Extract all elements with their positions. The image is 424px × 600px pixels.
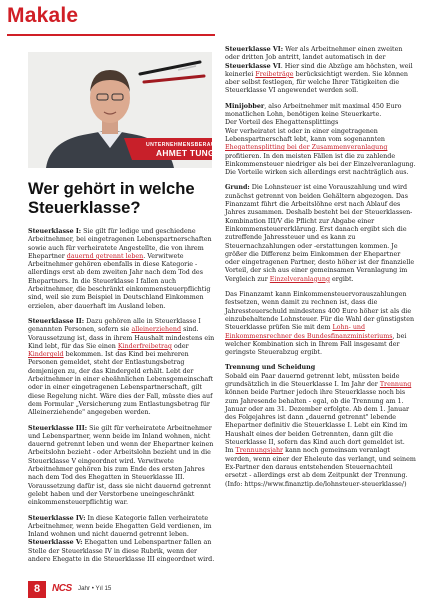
page-header	[0, 0, 424, 40]
paragraph-steuerklasse-1: Steuerklasse I: Sie gilt für ledige und geschiedene Arbeitnehmer, bei eingetragenen Lebenspartnerschaften sowie auch für verheiratete Angestellte, die von ihrem Ehepartner dauernd getrennt leben. Verwitwete Arbeitnehmer gehören ebenfalls in diese Kategorie - allerdings erst ab dem zweiten Jahr nach dem Tod des Ehepartners. In die Steuerklasse I fallen auch Arbeitnehmer, die beschränkt einkommensteuerpflichtig sind, weil sie zum Beispiel in Deutschland Einkommen erzielen, aber dauerhaft im Ausland leben.	[28, 228, 212, 310]
article-column-left	[28, 228, 218, 571]
author-portrait	[28, 52, 224, 168]
caption-name: Ahmet Tunga	[156, 148, 222, 158]
paragraph-steuerklasse-4-5: Steuerklasse IV: In diese Kategorie fallen verheiratete Arbeitnehmer, wenn beide Ehegatten Geld verdienen, im Inland wohnen und nicht dauernd getrennt leben. Steuerklasse V: Ehegatten und Lebenspartner fallen an Stelle der Steuerklasse IV in diese Rubrik, wenn der andere Ehegatte in die Steuerklasse III eingeordnet wird.	[28, 514, 215, 563]
issue-label: Jahr • Yıl 15	[78, 585, 112, 592]
article-headline: Wer gehört in welche Steuerklasse?	[28, 179, 195, 217]
paragraph-steuerklasse-3: Steuerklasse III: Sie gilt für verheiratete Arbeitnehmer und Lebenspartner, wenn beide im Inland wohnen, nicht dauernd getrennt leben und wenn der Ehepartner keinen Arbeitslohn bezieht - oder Arbeitslohn bezieht und in die Steuerklasse V eingeordnet wird. Verwitwete Arbeitnehmer gehören bis zum Ende des ersten Jahres nach dem Tod des Ehegatten in Steuerklasse III. Voraussetzung dafür ist, dass sie nicht dauernd getrennt gelebt haben und der Verstorbene uneingeschränkt einkommensteuerpflichtig war.	[28, 424, 214, 507]
caption-role: Unternehmensberaung	[146, 142, 224, 148]
header-rule	[7, 34, 215, 36]
paragraph-trennung: Trennung und Scheidung Sobald ein Paar dauernd getrennt lebt, müssten beide grundsätzlich in die Steuerklasse I. Im Jahr der Trennung können beide Partner jedoch ihre Steuerklasse noch bis zum Jahresende behalten - egal, ob die Trennung am 1. Januar oder am 31. Dezember erfolgte. Ab dem 1. Januar des Folgejahres ist dann „dauernd getrennt" lebende Ehepartner definitiv die Steuerklasse I. Lebt ein Kind im Haushalt eines der beiden Getrennten, dann gilt die Steuerklasse II, sofern das Kind auch dort gemeldet ist. Im Trennungsjahr kann noch gemeinsam veranlagt werden, wenn einer der Eheleute das verlangt, und seinem Ex-Partner den daraus entstehenden Steuernachteil ersetzt - allerdings erst ab dem Zeitpunkt der Trennung. (Info: https://www.finanztip.de/lohnsteuer-steuerklasse/)	[225, 364, 416, 488]
page-number: 8	[28, 581, 46, 598]
paragraph-steuerklasse-6: Steuerklasse VI: Wer als Arbeitnehmer einen zweiten oder dritten Job antritt, landet automatisch in der Steuerklasse VI. Hier sind die Abzüge am höchsten, weil keinerlei Freibeträge berücksichtigt werden. Sie können aber selbst festlegen, für welche Ihrer Tätigkeiten die Steuerklasse VI angewendet werden soll.	[225, 46, 413, 95]
paragraph-steuerklasse-2: Steuerklasse II: Dazu gehören alle in Steuerklasse I genannten Personen, sofern sie alleinerziehend sind. Voraussetzung ist, dass in ihrem Haushalt mindestens ein Kind lebt, für das Sie einen Kinderfreibetrag oder Kindergeld bekommen. Ist das Kind bei mehreren Personen gemeldet, steht der Entlastungsbetrag demjenigen zu, der das Kindergeld erhält. Lebt der Arbeitnehmer in einer eheähnlichen Lebensgemeinschaft oder in einer eingetragenen Lebenspartnerschaft, gilt diese Regelung nicht. Wäre dies der Fall, müsste dies auf dem Formular „Versicherung zum Entlastungsbetrag für Alleinerziehende" angegeben werden.	[28, 317, 215, 417]
paragraph-grund: Grund: Die Lohnsteuer ist eine Vorauszahlung und wird zunächst getrennt von beiden Gehältern abgezogen. Das Finanzamt führt die Arbeitslöhne erst nach Ablauf des Jahres zusammen. Deshalb besteht bei der Steuerklassen-Kombination III/V die Pflicht zur Abgabe einer Einkommensteuererklärung. Erst danach ergibt sich die zutreffende Jahressteuer und es kann zu Steuernachzahlungen oder -erstattungen kommen. Je größer die Differenz beim Einkommen der Ehepartner oder eingetragenen Partner, desto höher ist der finanzielle Vorteil, der sich aus einer gemeinsamen Veranlagung im Vergleich zur Einzelveranlagung ergibt.	[225, 184, 415, 283]
section-title: Makale	[7, 4, 79, 27]
paragraph-finanzamt: Das Finanzamt kann Einkommensteuervorauszahlungen festsetzen, wenn damit zu rechnen ist, dass die Jahressteuerschuld mindestens 400 Euro höher ist als die einzubehaltende Lohnsteuer. Für die Wahl der günstigsten Steuerklasse prüfen Sie mit dem Lohn- und Einkommensrechner des Bundesfinanzministeriums, bei welcher Kombination sich in Ihrem Fall insgesamt der geringste Steuerabzug ergibt.	[225, 291, 415, 357]
paragraph-minijobber: Minijobber, also Arbeitnehmer mit maximal 450 Euro monatlichen Lohn, benötigen keine Steuerkarte. Der Vorteil des Ehegattensplittings Wer verheiratet ist oder in einer eingetragenen Lebenspartnerschaft lebt, kann vom sogenannten Ehegattensplitting bei der Zusammenveranlagung profitieren. In den meisten Fällen ist die zu zahlende Einkommensteuer niedriger als bei der Einzelveranlagung. Die Vorteile wirken sich allerdings erst nachträglich aus.	[225, 102, 416, 177]
page-footer	[0, 578, 424, 600]
article-column-right	[225, 46, 416, 496]
magazine-logo: NCS	[52, 583, 72, 594]
